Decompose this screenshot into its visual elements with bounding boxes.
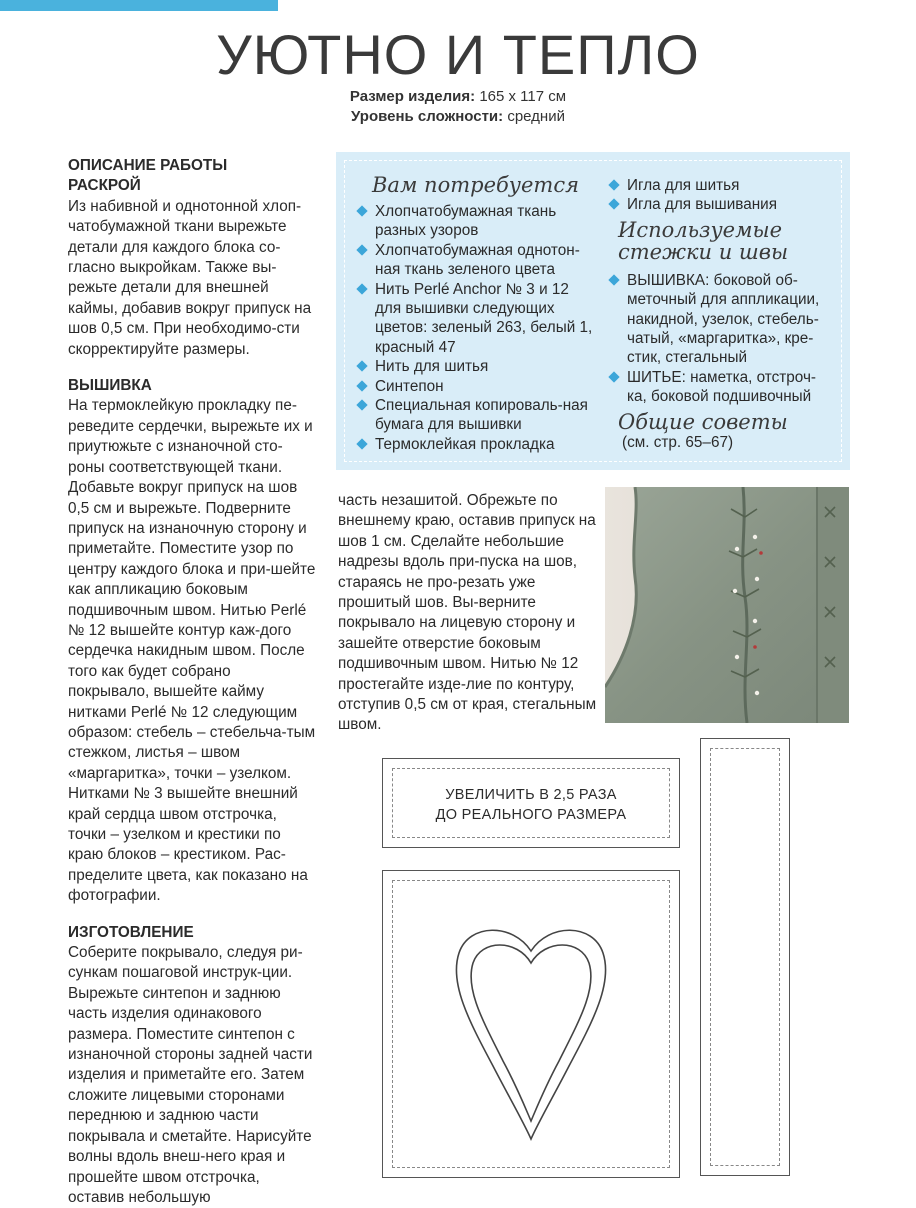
pattern-label-piece [382,758,680,848]
needs-list [356,202,594,454]
needs-item: Термоклейкая прокладка [356,435,594,454]
needs-right-block [608,176,832,453]
needs-list-right [608,176,832,215]
section-embroidery-title: ВЫШИВКА [68,377,152,395]
size-label: Размер изделия: [349,88,476,105]
continuation-text: часть незашитой. Обрежьте по внешнему краю, оставив припуск на шов 1 см. Сделайте небольшие надрезы вдоль при-пуска на шов, стараясь не про-резать уже прошитый шов. Вы-верните покрывало на лицевую сторону и зашейте отверстие боковым подшивочным швом. Нитью № 12 простегайте изде-лие по контуру, отступив 0,5 см от края, стегальным швом. [338,492,597,734]
embroidery-text: На термоклейкую прокладку пе-реведите сердечки, вырежьте их и приутюжьте с изнаночной сто-роны соответствующей ткани. Добавьте вокруг припуск на шов 0,5 см и вырежьте. Подверните припуск на изнаночную сторону и приметайте. Поместите узор по центру каждого блока и при-шейте как аппликацию боковым подшивочным швом. Нитью Perlé № 12 вышейте контур каж-дого сердечка накидным швом. После того как будет собрано покрывало, вышейте кайму нитками Perlé № 12 следующим образом: стебель – стебельча-тым стежком, листья – швом «маргаритка», точки – узелком. Нитками № 3 вышейте внешний край сердца швом отстрочка, точки – узелком и крестики по краю блоков – крестиком. Рас-пределите цвета, как показано на фотографии. [68,397,316,905]
pattern-heart-block [382,870,680,1178]
stitches-list [608,271,832,407]
size-value: 165 x 117 см [479,88,567,105]
size-line [0,88,916,105]
bullet-diamond-icon [356,283,367,294]
level-label: Уровень сложности: [351,108,504,125]
stitches-title-line2: стежки и швы [618,239,789,264]
enlarge-text-line1: УВЕЛИЧИТЬ В 2,5 РАЗА [445,787,617,803]
pattern-border-strip [700,738,790,1176]
enlarge-text-line2: ДО РЕАЛЬНОГО РАЗМЕРА [435,807,627,823]
bullet-diamond-icon [608,179,619,190]
bullet-diamond-icon [356,399,367,410]
needs-item: Специальная копироваль-ная бумага для вышивки [356,396,594,435]
bullet-diamond-icon [608,199,619,210]
section-cutting-title: РАСКРОЙ [68,177,141,195]
section-description-title: ОПИСАНИЕ РАБОТЫ [68,157,228,174]
pattern-seam-line [710,748,780,1166]
tips-title: Общие советы [618,409,788,434]
stitches-title-line1: Используемые [618,217,783,242]
needs-item: Игла для вышивания [608,195,832,214]
fabric-photo [605,487,849,723]
bullet-diamond-icon [356,380,367,391]
needs-item: Игла для шитья [608,176,832,195]
bullet-diamond-icon [356,361,367,372]
bullet-diamond-icon [608,274,619,285]
needs-item: Хлопчатобумажная ткань разных узоров [356,202,594,241]
stitches-item: ВЫШИВКА: боковой об-меточный для аппликации, накидной, узелок, стебель-чатый, «маргаритка», кре-стик, стегальный [608,271,832,368]
bullet-diamond-icon [608,371,619,382]
needs-item: Синтепон [356,377,594,396]
left-column [68,156,316,1208]
materials-box [336,152,850,470]
making-text: Соберите покрывало, следуя ри-сункам пошаговой инструк-ции. Вырежьте синтепон и заднюю часть изделия одинакового размера. Поместите синтепон с изнаночной стороны задней части изделия и приметайте его. Затем сложите лицевыми сторонами переднюю и заднюю части покрывала и сметайте. Нарисуйте волны вдоль внеш-него края и прошейте швом отстрочка, оставив небольшую [68,944,313,1206]
bullet-diamond-icon [356,244,367,255]
level-value: средний [507,108,565,125]
needs-item: Нить для шитья [356,357,594,376]
needs-item: Нить Perlé Anchor № 3 и 12 для вышивки следующих цветов: зеленый 263, белый 1, красный 47 [356,280,594,358]
stitches-item: ШИТЬЕ: наметка, отстроч-ка, боковой подшивочный [608,368,832,407]
top-accent-bar [0,0,278,11]
cutting-text: Из набивной и однотонной хлоп-чатобумажной ткани вырежьте детали для каждого блока со-гласно выкройкам. Также вы-режьте детали для внешней каймы, добавив вокруг припуск на шов 0,5 см. При необходимо-сти скорректируйте размеры. [68,197,312,358]
needs-block [356,174,594,454]
middle-column-text [338,491,600,736]
fabric-photo-image [605,487,849,723]
needs-item: Хлопчатобумажная однотон-ная ткань зеленого цвета [356,241,594,280]
level-line [0,108,916,125]
page-title: УЮТНО И ТЕПЛО [216,23,700,86]
needs-title: Вам потребуется [372,173,579,197]
bullet-diamond-icon [356,438,367,449]
bullet-diamond-icon [356,205,367,216]
heart-outline-icon [383,871,679,1177]
tips-text: (см. стр. 65–67) [622,433,734,451]
section-making-title: ИЗГОТОВЛЕНИЕ [68,923,194,941]
